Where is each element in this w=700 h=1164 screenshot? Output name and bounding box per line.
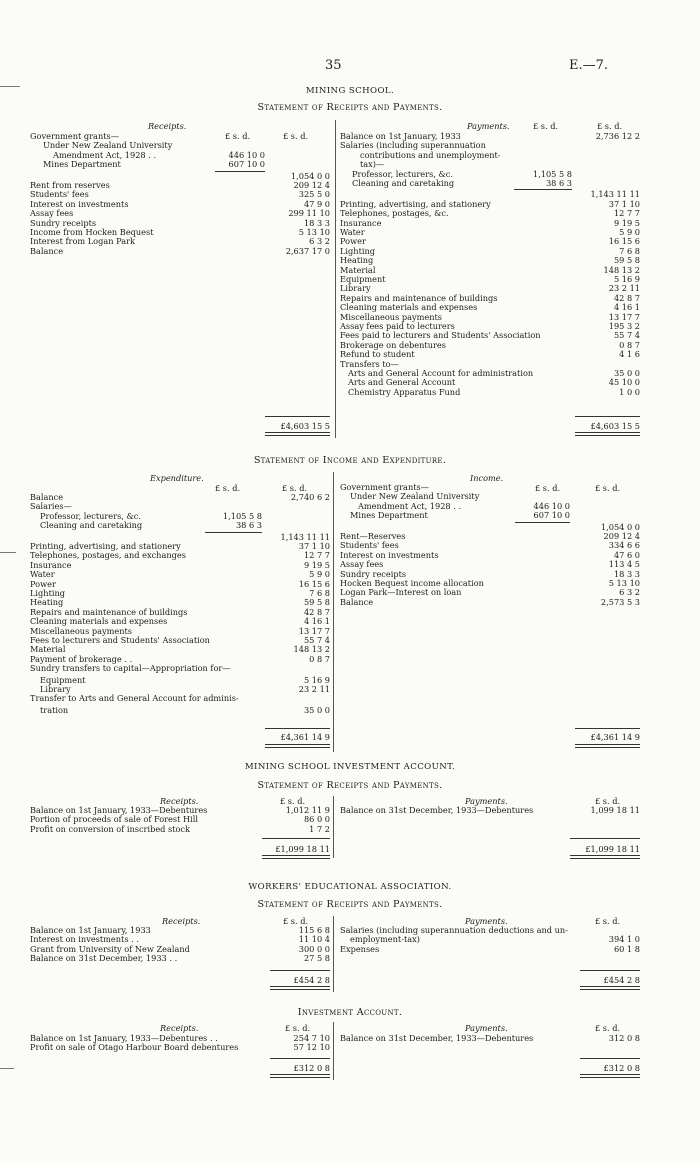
receipt-label: Balance on 31st December, 1933 . . [30,953,178,964]
expenditure-label: Miscellaneous payments [30,625,132,636]
column-divider [333,796,334,858]
expenditure-amount: 42 8 7 [303,606,330,617]
income-label: Sundry receipts [340,568,407,579]
payment-label: Library [340,283,371,294]
receipt-label: Rent from reserves [30,180,110,190]
expenditure-amount: 12 7 7 [303,550,330,561]
income-label: Students' fees [340,540,399,551]
receipts-heading: Receipts. [160,796,199,806]
total-rule [265,744,330,748]
expenditure-label: Heating [30,597,64,608]
expenditure-amount: 35 0 0 [303,704,330,715]
payment-total: £312 0 8 [603,1063,640,1073]
income-label: Mines Department [350,510,428,521]
expenditure-label: Power [30,578,56,589]
payment-amount: 59 5 8 [613,255,640,266]
income-label: Logan Park—Interest on loan [340,587,462,598]
receipt-label: Profit on conversion of inscribed stock [30,823,190,834]
total-rule [270,986,330,990]
receipt-label: Interest from Logan Park [30,236,135,247]
payment-label: Material [340,264,376,275]
expenditure-heading: Expenditure. [150,473,204,483]
subtotal-rule [265,728,330,729]
total-rule [580,1074,640,1078]
expenditure-label: Material [30,644,66,655]
subtotal-rule [514,189,572,190]
expenditure-total: £4,361 14 9 [280,732,330,742]
expenditure-amount: 9 19 5 [303,559,330,570]
payment-amount: 37 1 10 [608,198,640,209]
receipt-amount: 1,054 0 0 [290,170,330,181]
payment-label: Refund to student [340,349,415,360]
payment-label: Professor, lecturers, &c. [352,168,453,179]
expenditure-amount: 4 16 1 [303,616,330,627]
payment-label: Heating [340,255,374,266]
subtotal-rule [515,522,570,523]
income-label: Rent—Reserves [340,531,406,541]
receipt-label: Government grants— [30,131,119,141]
column-divider [333,472,334,752]
payment-amount: 60 1 8 [613,943,640,954]
payment-label: Salaries (including superannuation deductions and un- [340,925,568,935]
payment-amount: 148 13 2 [603,264,640,275]
payment-label: Salaries (including superannuation [340,140,486,151]
receipt-amount: 57 12 10 [293,1042,330,1053]
payment-amount: 1,105 5 8 [532,168,572,179]
payments-heading: Payments. [465,916,508,926]
payment-amount: 9 19 5 [613,217,640,228]
receipt-label: Portion of proceeds of sale of Forest Hill [30,814,198,825]
money-head: £ s. d. [280,796,306,806]
receipt-amount: 607 10 0 [228,159,265,170]
subtotal-rule [575,416,640,417]
expenditure-amount: 37 1 10 [298,541,330,551]
payment-amount: 35 0 0 [613,368,640,378]
income-label: Balance [340,596,374,607]
receipt-label: Balance on 1st January, 1933—Debentures [30,805,208,815]
payment-amount: 2,736 12 2 [595,131,640,141]
wea-title: WORKERS' EDUCATIONAL ASSOCIATION. [248,882,452,892]
payment-label: Lighting [340,245,375,256]
total-rule [570,855,640,859]
receipt-amount: 86 0 0 [303,814,330,825]
income-amount: 446 10 0 [533,500,570,511]
subtotal-rule [270,970,330,971]
document-reference: E.—7. [569,58,609,73]
subtotal-rule [575,728,640,729]
payment-label: Water [340,227,365,237]
payment-amount: 1 0 0 [619,386,640,397]
subtotal-rule [205,532,262,533]
income-amount: 209 12 4 [603,531,640,541]
expenditure-amount: 38 6 3 [235,520,262,531]
expenditure-amount: 148 13 2 [293,644,330,655]
payment-amount: 45 10 0 [608,377,640,388]
money-head: £ s. d. [595,1023,621,1033]
expenditure-label: Payment of brokerage . . [30,653,133,664]
receipt-amount: 27 5 8 [303,953,330,964]
subtotal-rule [262,838,330,839]
expenditure-label: Equipment [40,674,86,685]
receipt-amount: 6 3 2 [309,236,330,247]
payment-label: Transfers to— [340,358,399,369]
payment-total: £4,603 15 5 [590,421,640,431]
income-amount: 334 6 6 [608,540,640,551]
receipt-amount: 115 6 8 [298,925,330,935]
payment-label: Balance on 31st December, 1933—Debentures [340,1033,534,1043]
receipt-label: Under New Zealand University [43,140,173,151]
payment-label: Chemistry Apparatus Fund [348,386,461,397]
payment-amount: 0 8 7 [619,339,640,350]
receipt-label: Balance on 1st January, 1933—Debentures . . [30,1033,218,1043]
total-rule [580,986,640,990]
expenditure-label: tration [40,704,69,715]
payment-amount: 5 9 0 [619,227,640,237]
expenditure-label: Sundry transfers to capital—Appropriation for— [30,663,231,674]
expenditure-amount: 0 8 7 [309,653,330,664]
payments-heading: Payments. [467,121,510,131]
receipt-amount: 1,012 11 9 [285,805,330,815]
money-head: £ s. d. [283,916,309,926]
payments-heading: Payments. [465,1023,508,1033]
payment-label: Balance on 1st January, 1933 [340,131,461,141]
expenditure-amount: 7 6 8 [309,588,330,598]
receipt-total: £454 2 8 [293,975,330,985]
subtotal-rule [580,970,640,971]
receipt-label: Balance on 1st January, 1933 [30,925,151,935]
payment-label: Cleaning materials and expenses [340,302,478,313]
receipts-heading: Receipts. [160,1023,199,1033]
total-rule [262,855,330,859]
payment-label: Telephones, postages, &c. [340,208,449,219]
payment-label: employment-tax) [350,934,420,945]
income-label: Amendment Act, 1928 . . [358,500,462,511]
income-amount: 18 3 3 [613,568,640,579]
income-amount: 6 3 2 [619,587,640,598]
expenditure-label: Cleaning and caretaking [40,520,143,531]
subtotal-rule [580,1058,640,1059]
payment-label: Expenses [340,943,380,954]
payment-label: tax)— [360,159,385,170]
expenditure-label: Transfer to Arts and General Account for adminis- [30,693,239,704]
subtotal-rule [270,1058,330,1059]
receipt-label: Amendment Act, 1928 . . [53,149,157,160]
expenditure-amount: 1,105 5 8 [222,510,262,521]
payment-amount: 394 1 0 [608,934,640,945]
expenditure-amount: 5 9 0 [309,569,330,580]
income-amount: 5 13 10 [608,578,640,588]
income-amount: 607 10 0 [533,510,570,521]
expenditure-label: Library [40,684,71,694]
money-head: £ s. d. [595,796,621,806]
payments-heading: Payments. [465,796,508,806]
income-amount: 113 4 5 [608,559,640,570]
payment-label: Repairs and maintenance of buildings [340,292,498,303]
income-amount: 47 6 0 [613,549,640,560]
receipt-amount: 325 5 0 [298,189,330,200]
income-total: £4,361 14 9 [590,732,640,742]
expenditure-amount: 2,740 6 2 [290,492,330,502]
income-expenditure-title: Statement of Income and Expenditure. [253,455,447,466]
receipt-label: Mines Department [43,159,121,170]
expenditure-amount: 59 5 8 [303,597,330,608]
receipt-amount: 209 12 4 [293,180,330,190]
receipt-label: Income from Hocken Bequest [30,227,154,237]
expenditure-label: Water [30,569,55,580]
payment-amount: 1,143 11 11 [590,189,640,200]
column-divider [333,916,334,992]
receipt-label: Assay fees [30,208,74,219]
receipt-label: Sundry receipts [30,217,97,228]
payment-label: Arts and General Account for administration [348,368,534,378]
total-rule [270,1074,330,1078]
money-head: £ s. d. [595,916,621,926]
receipt-label: Interest on investments [30,198,129,209]
expenditure-amount: 13 17 7 [298,625,330,636]
mining-school-title: MINING SCHOOL. [305,86,395,96]
payment-label: Equipment [340,274,386,284]
payment-amount: 55 7 4 [613,330,640,341]
payment-label: Balance on 31st December, 1933—Debentures [340,805,534,815]
page-number: 35 [325,58,342,73]
money-head: £ s. d. [535,483,561,493]
receipt-label: Interest on investments . . [30,934,139,945]
payment-label: Printing, advertising, and stationery [340,198,491,209]
money-head: £ s. d. [597,121,623,131]
payment-amount: 13 17 7 [608,311,640,322]
receipt-amount: 2,637 17 0 [285,245,330,256]
expenditure-label: Repairs and maintenance of buildings [30,606,188,617]
receipt-total: £312 0 8 [293,1063,330,1073]
money-head: £ s. d. [283,131,309,141]
payment-amount: 23 2 11 [608,283,640,294]
receipt-amount: 446 10 0 [228,149,265,160]
payment-total: £1,099 18 11 [585,844,640,854]
money-head: £ s. d. [225,131,251,141]
payment-label: contributions and unemployment- [360,149,501,160]
receipts-heading: Receipts. [162,916,201,926]
payment-label: Insurance [340,217,382,228]
income-amount: 2,573 5 3 [600,596,640,607]
expenditure-label: Cleaning materials and expenses [30,616,168,627]
payment-amount: 4 16 1 [613,302,640,313]
subtotal-rule [215,171,265,172]
receipt-amount: 5 13 10 [298,227,330,237]
receipt-label: Balance [30,245,64,256]
total-rule [575,432,640,436]
expenditure-amount: 55 7 4 [303,635,330,645]
money-head: £ s. d. [595,483,621,493]
total-rule [575,744,640,748]
receipt-amount: 18 3 3 [303,217,330,228]
payment-amount: 5 16 9 [613,274,640,284]
income-amount: 1,054 0 0 [600,521,640,532]
mining-investment-title: MINING SCHOOL INVESTMENT ACCOUNT. [244,762,456,772]
expenditure-label: Balance [30,492,64,502]
payment-amount: 195 3 2 [608,321,640,331]
expenditure-amount: 1,143 11 11 [280,531,330,542]
subtotal-rule [265,416,330,417]
column-divider [333,1022,334,1080]
payment-amount: 42 8 7 [613,292,640,303]
margin-mark [0,552,16,553]
receipt-label: Grant from University of New Zealand [30,943,190,954]
investment-subtitle: Investment Account. [297,1007,403,1018]
money-head: £ s. d. [215,483,241,493]
expenditure-amount: 5 16 9 [303,674,330,685]
payment-label: Arts and General Account [348,377,456,388]
payment-amount: 1,099 18 11 [590,805,640,815]
receipt-label: Profit on sale of Otago Harbour Board debentures [30,1042,239,1053]
payment-label: Assay fees paid to lecturers [340,321,455,331]
expenditure-amount: 16 15 6 [298,578,330,589]
column-divider [335,120,336,438]
expenditure-label: Insurance [30,559,72,570]
payment-label: Brokerage on debentures [340,339,446,350]
payment-amount: 12 7 7 [613,208,640,219]
expenditure-label: Professor, lecturers, &c. [40,510,141,521]
receipt-total: £1,099 18 11 [275,844,330,854]
income-label: Hocken Bequest income allocation [340,578,484,588]
payment-amount: 312 0 8 [608,1033,640,1043]
payment-label: Power [340,236,366,247]
payment-total: £454 2 8 [603,975,640,985]
income-label: Assay fees [340,559,384,570]
receipts-heading: Receipts. [148,121,187,131]
income-heading: Income. [470,473,504,483]
income-label: Under New Zealand University [350,491,480,502]
receipt-amount: 47 9 0 [303,198,330,209]
payment-amount: 7 6 8 [619,245,640,256]
income-label: Government grants— [340,482,429,492]
payment-label: Miscellaneous payments [340,311,442,322]
receipt-total: £4,603 15 5 [280,421,330,431]
receipt-amount: 11 10 4 [298,934,330,945]
expenditure-label: Salaries— [30,501,72,512]
mining-receipts-payments-title: Statement of Receipts and Payments. [257,102,443,113]
total-rule [265,432,330,436]
payment-label: Cleaning and caretaking [352,178,455,188]
expenditure-label: Telephones, postages, and exchanges [30,550,186,561]
expenditure-label: Printing, advertising, and stationery [30,541,181,551]
income-label: Interest on investments [340,549,439,560]
payment-amount: 38 6 3 [545,178,572,188]
expenditure-label: Fees to lecturers and Students' Association [30,635,210,645]
receipt-amount: 300 0 0 [298,943,330,954]
money-head: £ s. d. [282,483,308,493]
payment-amount: 4 1 6 [619,349,640,360]
receipt-amount: 299 11 10 [288,208,330,219]
receipt-amount: 254 7 10 [293,1033,330,1043]
payment-amount: 16 15 6 [608,236,640,247]
money-head: £ s. d. [533,121,559,131]
wea-subtitle: Statement of Receipts and Payments. [257,899,443,910]
subtotal-rule [570,838,640,839]
expenditure-label: Lighting [30,588,65,598]
money-head: £ s. d. [285,1023,311,1033]
receipt-amount: 1 7 2 [309,823,330,834]
expenditure-amount: 23 2 11 [298,684,330,694]
margin-mark [0,1068,14,1069]
receipt-label: Students' fees [30,189,89,200]
mining-investment-subtitle: Statement of Receipts and Payments. [257,780,443,791]
payment-label: Fees paid to lecturers and Students' Association [340,330,541,341]
